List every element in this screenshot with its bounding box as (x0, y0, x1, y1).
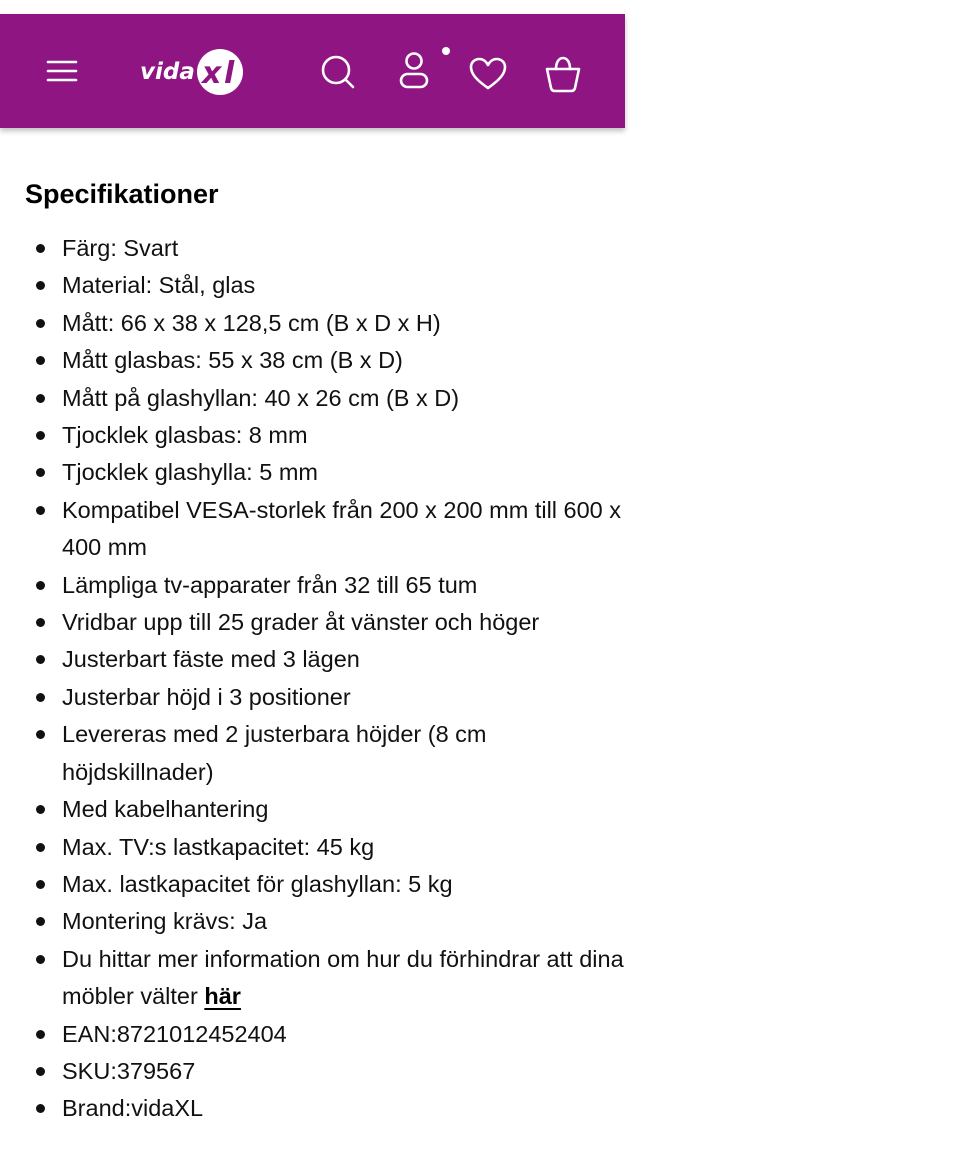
bullet-icon (36, 655, 45, 664)
svg-text:x: x (202, 56, 222, 91)
bullet-icon (36, 880, 45, 889)
spec-item-ean: EAN:8721012452404 (25, 1016, 625, 1053)
bullet-icon (36, 244, 45, 253)
bullet-icon (36, 917, 45, 926)
bullet-icon (36, 1067, 45, 1076)
spec-item-assembly: Montering krävs: Ja (25, 903, 625, 940)
bullet-icon (36, 955, 45, 964)
bullet-icon (36, 1104, 45, 1113)
spec-item-rotation: Vridbar upp till 25 grader åt vänster och höger (25, 604, 625, 641)
basket-icon[interactable] (542, 52, 584, 96)
spec-item-tv-size: Lämpliga tv-apparater från 32 till 65 tum (25, 567, 625, 604)
spec-item-bracket: Justerbart fäste med 3 lägen (25, 641, 625, 678)
spec-item-cable-management: Med kabelhantering (25, 791, 625, 828)
bullet-icon (36, 1030, 45, 1039)
bullet-icon (36, 431, 45, 440)
bullet-icon (36, 805, 45, 814)
spec-item-glass-base-thickness: Tjocklek glasbas: 8 mm (25, 417, 625, 454)
more-info-link[interactable]: här (204, 983, 241, 1010)
specifications-title: Specifikationer (25, 179, 219, 209)
spec-list (25, 230, 625, 1128)
bullet-icon (36, 581, 45, 590)
site-header (0, 14, 625, 128)
notification-dot (442, 47, 450, 55)
specifications-section (25, 172, 625, 1128)
search-icon[interactable] (318, 52, 358, 92)
bullet-icon (36, 394, 45, 403)
spec-item-included-heights: Levereras med 2 justerbara höjder (8 cm höjdskillnader) (25, 716, 625, 791)
bullet-icon (36, 618, 45, 627)
svg-text:vida: vida (140, 59, 195, 85)
spec-item-color: Färg: Svart (25, 230, 625, 267)
vidaxl-logo[interactable] (138, 44, 248, 98)
spec-item-shelf-load: Max. lastkapacitet för glashyllan: 5 kg (25, 866, 625, 903)
spec-item-tv-load: Max. TV:s lastkapacitet: 45 kg (25, 829, 625, 866)
menu-icon[interactable] (44, 56, 80, 86)
spec-info-text: Du hittar mer information om hur du förhindrar att dina möbler välter (62, 945, 624, 1010)
bullet-icon (36, 468, 45, 477)
spec-item-material: Material: Stål, glas (25, 267, 625, 304)
spec-item-dimensions: Mått: 66 x 38 x 128,5 cm (B x D x H) (25, 305, 625, 342)
bullet-icon (36, 356, 45, 365)
spec-item-glass-shelf-thickness: Tjocklek glashylla: 5 mm (25, 454, 625, 491)
bullet-icon (36, 730, 45, 739)
spec-item-vesa: Kompatibel VESA-storlek från 200 x 200 mm till 600 x 400 mm (25, 492, 625, 567)
spec-item-glass-base-dimensions: Mått glasbas: 55 x 38 cm (B x D) (25, 342, 625, 379)
user-icon[interactable] (393, 48, 437, 94)
bullet-icon (36, 843, 45, 852)
spec-item-sku: SKU:379567 (25, 1053, 625, 1090)
spec-item-height-positions: Justerbar höjd i 3 positioner (25, 679, 625, 716)
heart-icon[interactable] (467, 54, 509, 94)
spec-item-info (25, 941, 625, 1016)
bullet-icon (36, 281, 45, 290)
bullet-icon (36, 693, 45, 702)
spec-item-brand: Brand:vidaXL (25, 1090, 625, 1127)
spec-item-glass-shelf-dimensions: Mått på glashyllan: 40 x 26 cm (B x D) (25, 380, 625, 417)
svg-text:l: l (224, 56, 235, 91)
bullet-icon (36, 506, 45, 515)
bullet-icon (36, 319, 45, 328)
